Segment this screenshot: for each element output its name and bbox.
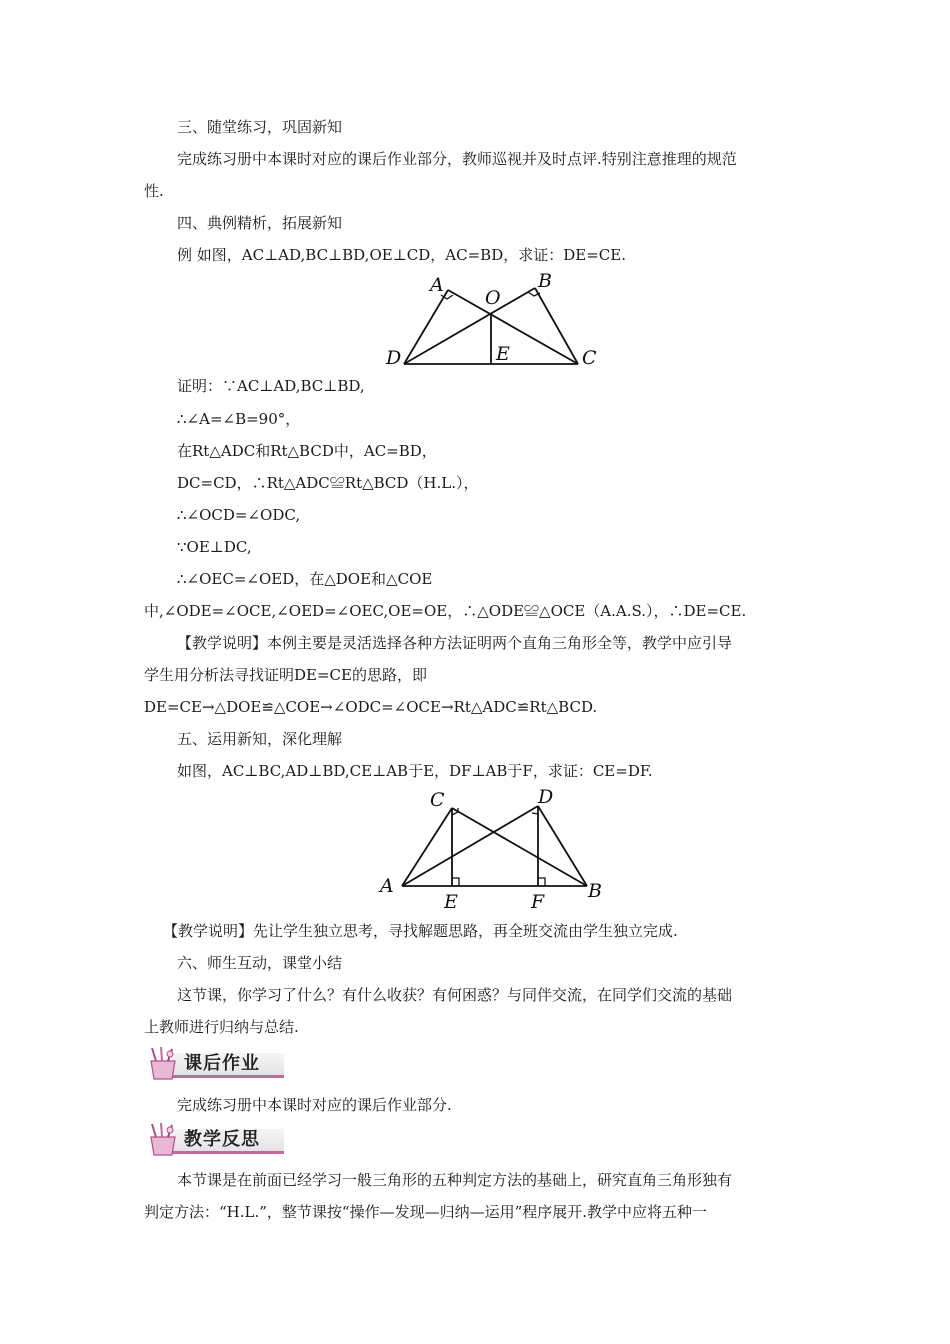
section-3-paragraph-cont: 性. (144, 182, 164, 200)
label-a: A (430, 274, 444, 296)
section-4-title: 四、典例精析，拓展新知 (177, 214, 343, 232)
homework-banner (146, 1045, 286, 1081)
label-e: E (496, 343, 510, 365)
proof-line-3: 在Rt△ADC和Rt△BCD中，AC=BD， (177, 442, 437, 460)
proof-line-6: ∵OE⊥DC, (177, 538, 252, 556)
proof-line-8: 中,∠ODE=∠OCE,∠OED=∠OEC,OE=OE，∴△ODE≌△OCE（A.A.S.），∴DE=CE. (144, 602, 747, 620)
label-c: C (430, 789, 445, 811)
proof-line-7: ∴∠OEC=∠OED，在△DOE和△COE (177, 570, 433, 588)
pencil-cup-icon (146, 1045, 180, 1081)
section-5-title: 五、运用新知，深化理解 (177, 730, 343, 748)
pencil-cup-icon (146, 1121, 180, 1157)
teaching-note-1-chain: DE=CE→△DOE≌△COE→∠ODC=∠OCE→Rt△ADC≌Rt△BCD. (144, 698, 598, 716)
summary-paragraph-cont: 上教师进行归纳与总结. (144, 1018, 299, 1036)
label-d: D (538, 786, 554, 808)
label-e: E (444, 891, 458, 910)
reflection-paragraph-cont: 判定方法：“H.L.”，整节课按“操作—发现—归纳—运用”程序展开.教学中应将五种一 (144, 1203, 708, 1221)
section-3-paragraph: 完成练习册中本课时对应的课后作业部分，教师巡视并及时点评.特别注意推理的规范 (177, 150, 737, 168)
homework-text: 完成练习册中本课时对应的课后作业部分. (177, 1096, 452, 1114)
teaching-note-1: 【教学说明】本例主要是灵活选择各种方法证明两个直角三角形全等，教学中应引导 (177, 634, 733, 652)
reflection-banner-title: 教学反思 (184, 1129, 260, 1150)
label-b: B (538, 270, 552, 292)
label-c: C (582, 347, 597, 369)
summary-paragraph: 这节课，你学习了什么？有什么收获？有何困惑？与同伴交流，在同学们交流的基础 (177, 986, 733, 1004)
proof-line-5: ∴∠OCD=∠ODC, (177, 506, 301, 524)
proof-line-1: 证明：∵AC⊥AD,BC⊥BD, (177, 377, 365, 395)
label-a: A (380, 875, 394, 897)
proof-line-2: ∴∠A=∠B=90°， (177, 410, 301, 428)
section-6-title: 六、师生互动，课堂小结 (177, 954, 343, 972)
homework-banner-title: 课后作业 (184, 1053, 260, 1074)
practice-problem: 如图，AC⊥BC,AD⊥BD,CE⊥AB于E，DF⊥AB于F，求证：CE=DF. (177, 762, 653, 780)
teaching-note-2: 【教学说明】先让学生独立思考，寻找解题思路，再全班交流由学生独立完成. (163, 922, 678, 940)
proof-line-4: DC=CD，∴Rt△ADC≌Rt△BCD（H.L.）， (177, 474, 479, 492)
teaching-note-1-cont: 学生用分析法寻找证明DE=CE的思路，即 (144, 666, 427, 684)
label-d: D (386, 347, 402, 369)
figure-triangles-aod (380, 268, 610, 372)
reflection-paragraph: 本节课是在前面已经学习一般三角形的五种判定方法的基础上，研究直角三角形独有 (177, 1171, 733, 1189)
reflection-banner (146, 1121, 286, 1157)
section-3-title: 三、随堂练习，巩固新知 (177, 118, 343, 136)
figure-triangles-acbd (372, 784, 612, 910)
example-statement: 例 如图，AC⊥AD,BC⊥BD,OE⊥CD，AC=BD，求证：DE=CE. (177, 246, 626, 264)
label-o: O (485, 287, 501, 309)
label-b: B (588, 880, 602, 902)
label-f: F (531, 891, 545, 910)
